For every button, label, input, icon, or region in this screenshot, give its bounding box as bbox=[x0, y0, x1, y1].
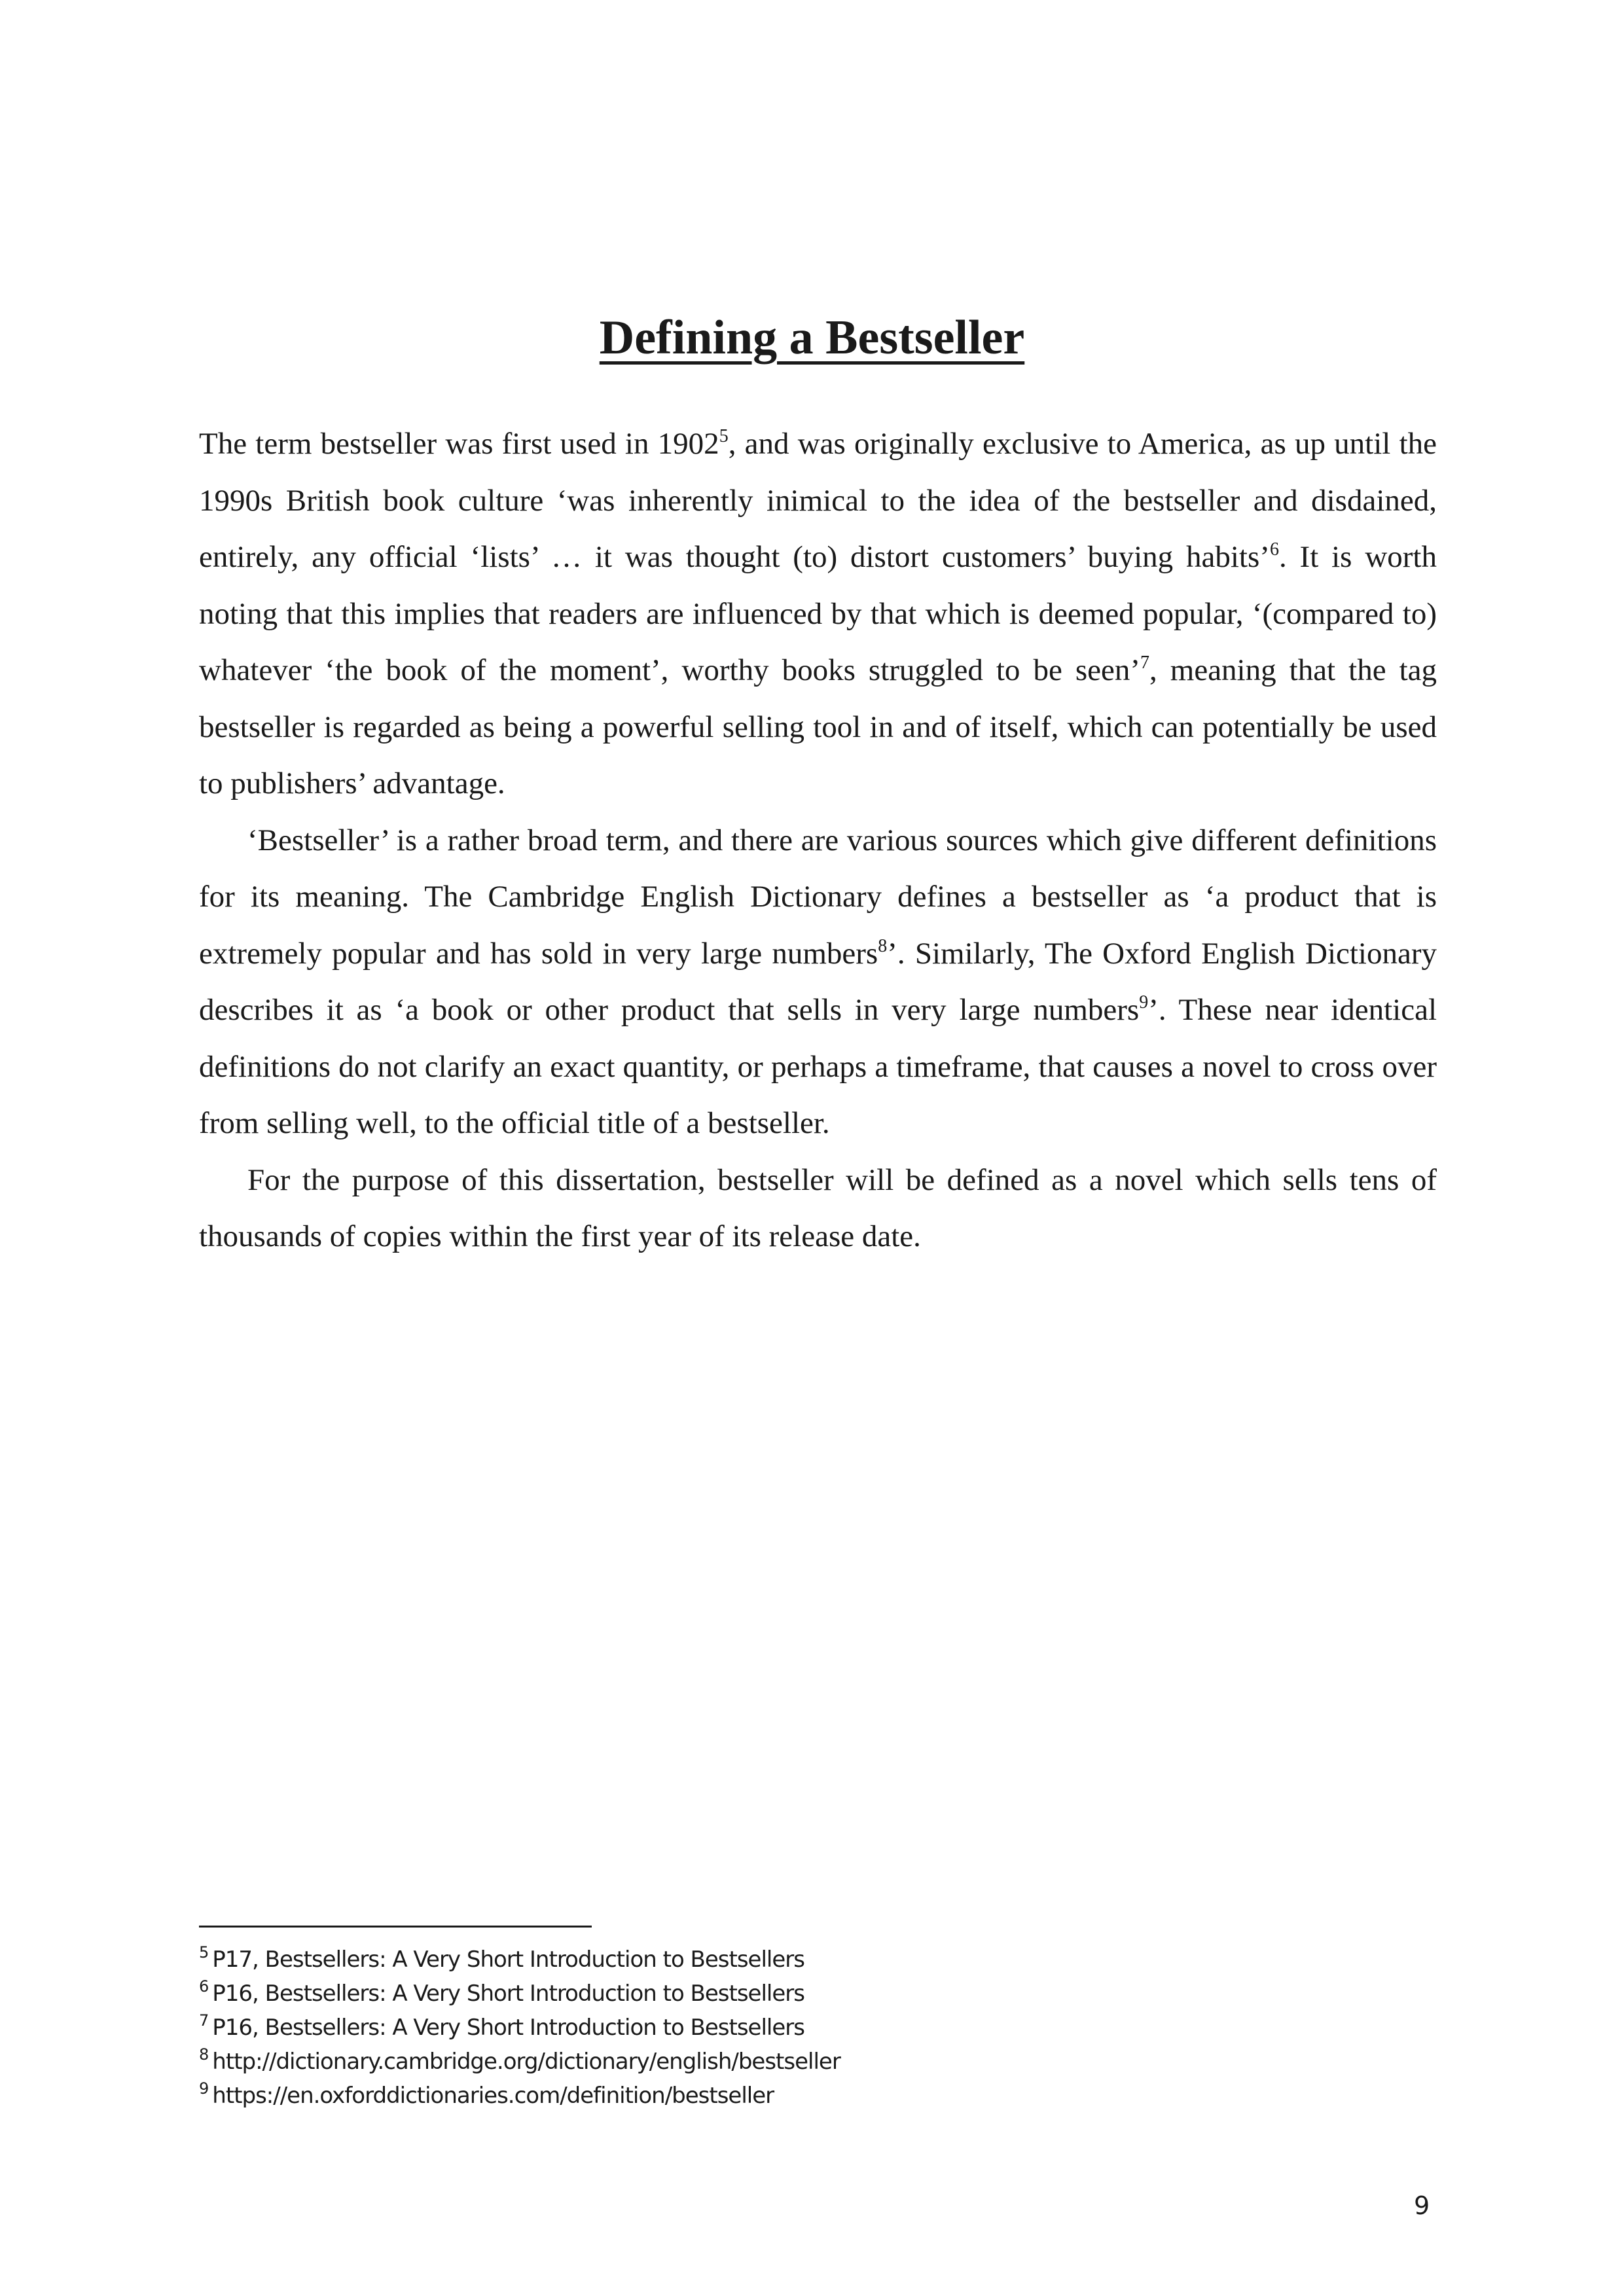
footnote-number: 5 bbox=[199, 1943, 209, 1962]
paragraph-text: , meaning that the tag bestseller is regarded as being a powerful selling tool in and of itself, which can potentially be used to publishers’ advantage. bbox=[199, 653, 1437, 800]
footnote-reference: 5 bbox=[719, 426, 729, 446]
footnote-text: P17, Bestsellers: A Very Short Introduction to Bestsellers bbox=[212, 1946, 804, 1973]
page-number: 9 bbox=[1414, 2191, 1430, 2220]
footnote-item bbox=[199, 2079, 1312, 2113]
footnote-reference: 8 bbox=[878, 935, 888, 956]
paragraph-text: ’. Similarly, The Oxford English Dictionary describes it as ‘a book or other product that sells in very large numbers bbox=[199, 936, 1437, 1027]
footnote-text: P16, Bestsellers: A Very Short Introduction to Bestsellers bbox=[212, 2015, 804, 2041]
paragraph-text: For the purpose of this dissertation, bestseller will be defined as a novel which sells tens of thousands of copies within the first year of its release date. bbox=[199, 1162, 1437, 1253]
footnote-separator bbox=[199, 1926, 592, 1928]
paragraph-text: . It is worth noting that this implies that readers are influenced by that which is deemed popular, ‘(compared to) whatever ‘the book of the moment’, worthy books struggled to be seen’ bbox=[199, 540, 1437, 687]
footnote-number: 6 bbox=[199, 1977, 209, 1996]
footnote-number: 9 bbox=[199, 2079, 209, 2098]
footnote-number: 7 bbox=[199, 2011, 209, 2030]
body-paragraph bbox=[199, 1152, 1437, 1265]
body-text bbox=[199, 416, 1437, 1265]
footnote-reference: 7 bbox=[1140, 653, 1149, 673]
footnote-item bbox=[199, 2045, 1312, 2079]
page-title: Defining a Bestseller bbox=[599, 311, 1025, 365]
footnote-reference: 9 bbox=[1139, 992, 1149, 1013]
footnote-item bbox=[199, 1977, 1312, 2011]
footnotes bbox=[199, 1943, 1312, 2113]
paragraph-text: ‘Bestseller’ is a rather broad term, and there are various sources which give different definitions for its meaning. The Cambridge English Dictionary defines a bestseller as ‘a product that is extremely popular and has sold in very large numbers bbox=[199, 823, 1437, 971]
footnote-text: https://en.oxforddictionaries.com/definition/bestseller bbox=[212, 2083, 774, 2109]
footnote-item bbox=[199, 2011, 1312, 2045]
footnote-item bbox=[199, 1943, 1312, 1977]
paragraph-text: , and was originally exclusive to America, as up until the 1990s British book culture ‘was inherently inimical to the idea of the bestseller and disdained, entirely, any official ‘lists’ … it was thought (to) distort customers’ buying habits’ bbox=[199, 427, 1437, 574]
paragraph-text: ’. These near identical definitions do not clarify an exact quantity, or perhaps a timeframe, that causes a novel to cross over from selling well, to the official title of a bestseller. bbox=[199, 993, 1437, 1140]
body-paragraph bbox=[199, 812, 1437, 1152]
footnote-number: 8 bbox=[199, 2045, 209, 2064]
footnote-reference: 6 bbox=[1269, 539, 1279, 560]
footnote-text: P16, Bestsellers: A Very Short Introduction to Bestsellers bbox=[212, 1981, 804, 2007]
body-paragraph bbox=[199, 416, 1437, 812]
paragraph-text: The term bestseller was first used in 1902 bbox=[199, 427, 719, 461]
footnote-text: http://dictionary.cambridge.org/dictionary/english/bestseller bbox=[212, 2049, 840, 2075]
